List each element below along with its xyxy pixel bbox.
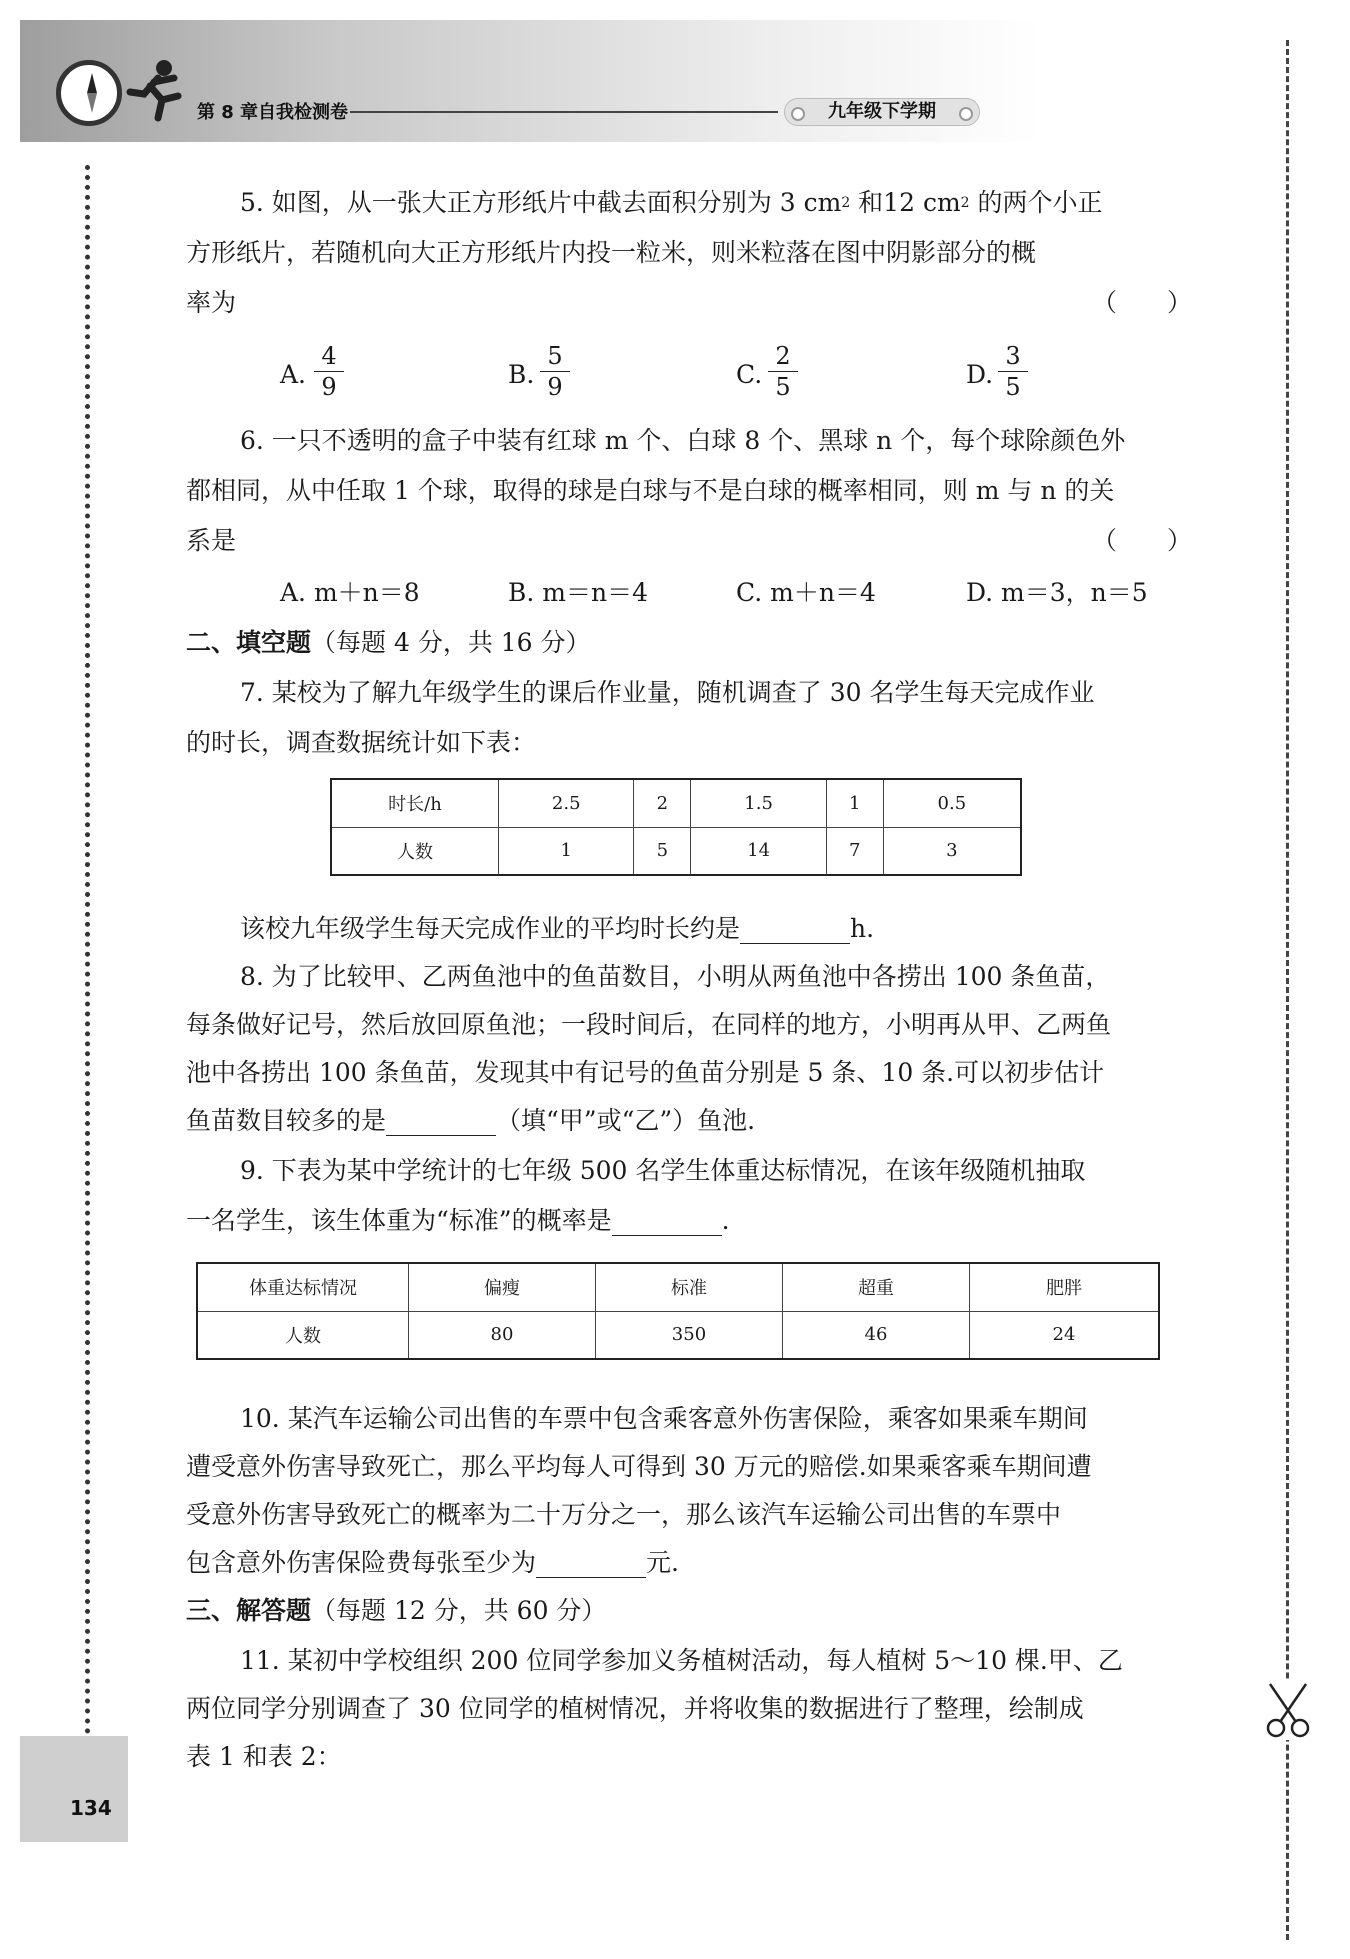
q11-line2: 两位同学分别调查了 30 位同学的植树情况，并将收集的数据进行了整理，绘制成 [186, 1694, 1084, 1723]
grade-badge [784, 98, 980, 126]
table-cell: 14 [691, 827, 826, 875]
page-number-box [20, 1736, 128, 1842]
table-cell: 时长/h [331, 779, 499, 827]
table-cell: 46 [782, 1311, 969, 1359]
q7-table-row-count [331, 827, 1021, 875]
q8-line1: 8. 为了比较甲、乙两鱼池中的鱼苗数目，小明从两鱼池中各捞出 100 条鱼苗， [240, 962, 1111, 991]
table-cell: 超重 [782, 1263, 969, 1311]
q11-line1: 11. 某初中学校组织 200 位同学参加义务植树活动，每人植树 5～10 棵.甲、乙 [240, 1646, 1123, 1675]
q7-table [330, 778, 1022, 876]
table-cell: 0.5 [883, 779, 1021, 827]
answer-blank[interactable] [386, 1135, 496, 1136]
q5-line3: 率为 [186, 288, 237, 317]
answer-blank[interactable] [740, 943, 850, 944]
q10-line3: 受意外伤害导致死亡的概率为二十万分之一，那么该汽车运输公司出售的车票中 [186, 1500, 1062, 1529]
runner-icon [118, 56, 188, 126]
q6-option-a: A. m＋n＝8 [280, 578, 420, 607]
q8-line2: 每条做好记号，然后放回原鱼池；一段时间后，在同样的地方，小明再从甲、乙两鱼 [186, 1010, 1112, 1039]
q5-line2: 方形纸片，若随机向大正方形纸片内投一粒米，则米粒落在图中阴影部分的概 [186, 238, 1037, 267]
q7-table-row-duration [331, 779, 1021, 827]
answer-blank[interactable] [536, 1577, 646, 1578]
table-cell: 2.5 [499, 779, 634, 827]
q10-line2: 遭受意外伤害导致死亡，那么平均每人可得到 30 万元的赔偿.如果乘客乘车期间遭 [186, 1452, 1092, 1481]
table-cell: 1.5 [691, 779, 826, 827]
table-cell: 5 [634, 827, 691, 875]
q5-option-d-fraction: 3 5 [998, 343, 1028, 400]
table-cell: 标准 [595, 1263, 782, 1311]
section3-heading: 三、解答题（每题 12 分，共 60 分） [186, 1596, 607, 1625]
q5-option-b-label: B. [508, 360, 535, 389]
header-rule [350, 111, 778, 113]
table-cell: 24 [969, 1311, 1159, 1359]
answer-blank[interactable] [612, 1235, 722, 1236]
q6-line2: 都相同，从中任取 1 个球，取得的球是白球与不是白球的概率相同，则 m 与 n 的关 [186, 476, 1115, 505]
table-cell: 人数 [197, 1311, 409, 1359]
table-cell: 1 [826, 779, 883, 827]
q8-line4: 鱼苗数目较多的是 （填“甲”或“乙”）鱼池. [186, 1106, 756, 1135]
q6-line1: 6. 一只不透明的盒子中装有红球 m 个、白球 8 个、黑球 n 个，每个球除颜色外 [240, 426, 1126, 455]
page-number: 134 [70, 1796, 112, 1820]
table-cell: 人数 [331, 827, 499, 875]
section2-heading: 二、填空题（每题 4 分，共 16 分） [186, 628, 591, 657]
q5-answer-paren: （ ） [1092, 288, 1193, 317]
table-cell: 2 [634, 779, 691, 827]
q6-option-d: D. m＝3，n＝5 [966, 578, 1148, 607]
q5-option-a-fraction: 4 9 [314, 343, 344, 400]
q5-option-a-label: A. [280, 360, 307, 389]
q9-table-row-count [197, 1311, 1159, 1359]
q6-option-c: C. m＋n＝4 [736, 578, 876, 607]
q6-line3: 系是 [186, 526, 237, 555]
table-cell: 1 [499, 827, 634, 875]
q11-line3: 表 1 和表 2： [186, 1742, 342, 1771]
table-cell: 350 [595, 1311, 782, 1359]
q7-answer-line: 该校九年级学生每天完成作业的平均时长约是 h. [240, 914, 875, 943]
q8-line3: 池中各捞出 100 条鱼苗，发现其中有记号的鱼苗分别是 5 条、10 条.可以初步估计 [186, 1058, 1105, 1087]
q10-line1: 10. 某汽车运输公司出售的车票中包含乘客意外伤害保险，乘客如果乘车期间 [240, 1404, 1088, 1433]
q9-line2: 一名学生，该生体重为“标准”的概率是 . [186, 1206, 730, 1235]
table-cell: 3 [883, 827, 1021, 875]
grade-label: 九年级下学期 [828, 101, 936, 122]
cut-line [1286, 40, 1289, 1940]
q7-line2: 的时长，调查数据统计如下表： [186, 728, 537, 757]
q7-line1: 7. 某校为了解九年级学生的课后作业量，随机调查了 30 名学生每天完成作业 [240, 678, 1095, 707]
table-cell: 80 [409, 1311, 596, 1359]
q6-answer-paren: （ ） [1092, 526, 1193, 555]
scissors-icon [1262, 1680, 1314, 1740]
q5-option-b-fraction: 5 9 [540, 343, 570, 400]
q9-table-row-status [197, 1263, 1159, 1311]
q9-table [196, 1262, 1160, 1360]
q5-option-c-label: C. [736, 360, 763, 389]
left-dotted-border [85, 165, 90, 1735]
q5-option-c-fraction: 2 5 [768, 343, 798, 400]
q5-option-d-label: D. [966, 360, 994, 389]
q9-line1: 9. 下表为某中学统计的七年级 500 名学生体重达标情况，在该年级随机抽取 [240, 1156, 1086, 1185]
table-cell: 7 [826, 827, 883, 875]
chapter-title: 第 8 章自我检测卷 [197, 102, 349, 123]
q5-line1: 5. 如图，从一张大正方形纸片中截去面积分别为 3 $cm^2$ 和12 $cm^2$ 的两个小正 [240, 188, 1103, 217]
table-cell: 体重达标情况 [197, 1263, 409, 1311]
q10-line4: 包含意外伤害保险费每张至少为 元. [186, 1548, 679, 1577]
q6-option-b: B. m＝n＝4 [508, 578, 648, 607]
table-cell: 肥胖 [969, 1263, 1159, 1311]
table-cell: 偏瘦 [409, 1263, 596, 1311]
compass-icon [56, 60, 122, 126]
